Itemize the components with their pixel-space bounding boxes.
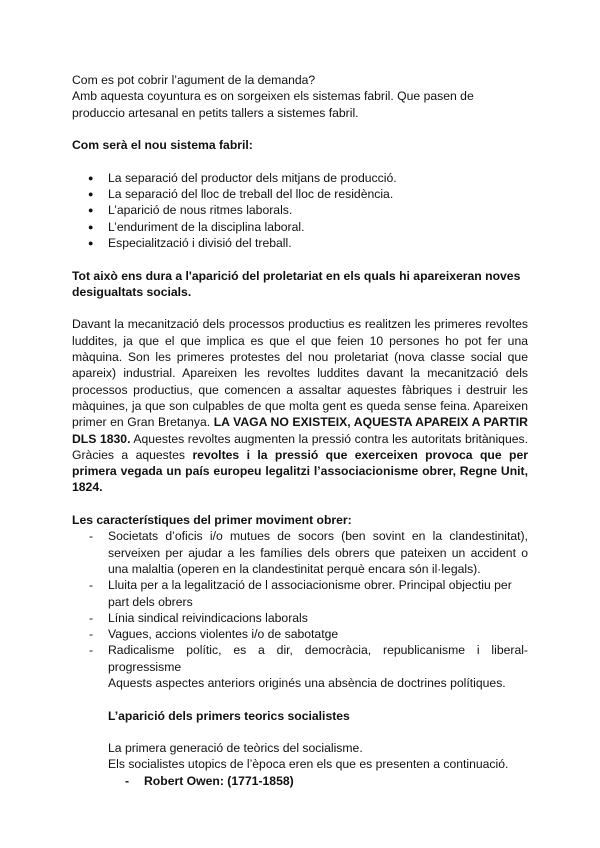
socialists-line-1: La primera generació de teòrics del socialisme. [108, 741, 363, 756]
list-item [72, 610, 528, 626]
list-item [72, 577, 528, 610]
dash-marker: - [89, 610, 94, 625]
list-item: ● L’enduriment de la disciplina laboral. [72, 219, 528, 235]
dash-marker: - [89, 627, 94, 642]
proletariat-heading: Tot això ens dura a l'aparició del proletariat en els quals hi apareixeran noves desigualtats socials. [72, 268, 521, 299]
list-item: ● Especialització i divisió del treball. [72, 235, 528, 251]
new-system-heading: Com serà el nou sistema fabril: [72, 138, 253, 153]
list-item: ● La separació del productor dels mitjans de producció. [72, 170, 528, 186]
list-item [72, 773, 528, 789]
list-item: ● L’aparició de nous ritmes laborals. [72, 202, 528, 218]
new-system-list [72, 170, 528, 251]
intro-question: Com es pot cobrir l’agument de la demanda? [72, 73, 316, 87]
list-item-text: Lluita per a la legalització de l associacionisme obrer. Principal objectiu per part dels obrers [108, 578, 512, 609]
luddites-paragraph [72, 316, 528, 495]
dash-marker: - [89, 578, 94, 593]
socialists-list [72, 773, 528, 789]
workers-movement-heading: Les característiques del primer moviment obrer: [72, 513, 352, 528]
list-item-text: Robert Owen: (1771-1858) [144, 773, 294, 788]
luddites-bold-2: revoltes i la pressió que exerceixen provoca que per primera vegada un país europeu legalitzi l’associacionisme obrer, Regne Unit, 1824. [72, 447, 529, 495]
dash-marker: - [89, 529, 94, 544]
workers-movement-note: Aquests aspectes anteriors originés una absència de doctrines polítiques. [108, 675, 506, 690]
list-item [72, 528, 528, 577]
list-item-text: Radicalisme polític, es a dir, democràcia, republicanisme i liberal-progressisme [108, 643, 528, 674]
list-item [72, 642, 528, 675]
luddites-bold-1: LA VAGA NO EXISTEIX, AQUESTA APAREIX A PARTIR DLS 1830. [72, 415, 528, 446]
dash-marker: - [89, 643, 94, 658]
workers-movement-list [72, 528, 528, 675]
socialists-line-2: Els socialistes utopics de l’època eren els que es presenten a continuació. [108, 757, 509, 772]
list-item-text: Línia sindical reivindicacions laborals [108, 610, 308, 625]
list-item: ● La separació del lloc de treball del lloc de residència. [72, 186, 528, 202]
document-page [72, 72, 528, 789]
luddites-text-2: Aquestes revoltes augmenten la pressió contra les autoritats britàniques. Gràcies a aquestes [72, 431, 528, 462]
socialists-heading: L’aparició dels primers teorics socialistes [108, 708, 350, 723]
list-item-text: Vagues, accions violentes i/o de sabotatge [108, 627, 339, 642]
luddites-text-1: Davant la mecanització dels processos productius es realitzen les primeres revoltes luddites, ja que el que implica es que el que feien 10 persones ho pot fer una màquina. Son les primeres protestes del nou proletariat (nova classe social que apareix) industrial. Apareixen les revoltes luddites davant la mecanització dels processos productius, que comencen a assaltar aquestes fàbriques i destruir les màquines, ja que son culpables de que molta gent es queda sense feina. Apareixen primer en Gran Bretanya. [72, 317, 528, 430]
list-item [72, 626, 528, 642]
list-item-text: Societats d’oficis i/o mutues de socors (ben sovint en la clandestinitat), serveixen per ajudar a les famílies dels obrers que pateixen un accident o una malaltia (operen en la clandestinitat perquè encara són il·legals). [108, 529, 528, 576]
intro-answer: Amb aquesta coyuntura es on sorgeixen els sistemas fabril. Que pasen de produccio artesanal en petits tallers a sistemes fabril. [72, 89, 474, 120]
dash-marker: - [125, 773, 130, 788]
